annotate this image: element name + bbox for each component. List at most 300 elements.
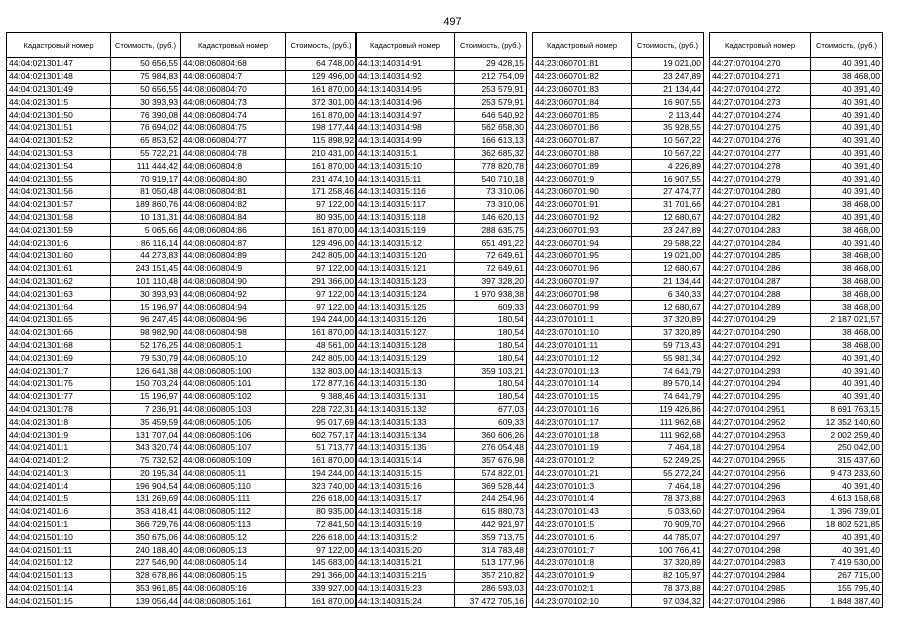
table-row — [356, 211, 527, 224]
cost-cell: 291 366,00 — [286, 569, 357, 582]
table-row — [181, 237, 357, 250]
cadastral-number-cell: 44:27:070104:293 — [710, 365, 811, 378]
cost-cell: 210 431,00 — [286, 147, 357, 160]
cost-cell: 5 033,60 — [632, 505, 704, 518]
table-row — [533, 288, 704, 301]
cost-cell: 362 685,32 — [455, 147, 527, 160]
cost-cell: 7 464,18 — [632, 480, 704, 493]
table-row — [533, 237, 704, 250]
cadastral-number-cell: 44:27:070104:282 — [710, 211, 811, 224]
cost-cell: 276 054,48 — [455, 441, 527, 454]
table-row — [7, 352, 181, 365]
cadastral-number-cell: 44:27:070104:289 — [710, 301, 811, 314]
cadastral-number-cell: 44:27:070104:275 — [710, 121, 811, 134]
table-row — [356, 544, 527, 557]
cadastral-number-cell: 44:04:021301:62 — [7, 275, 111, 288]
cadastral-number-cell: 44:04:021301:55 — [7, 173, 111, 186]
cadastral-number-cell: 44:13:140315:118 — [356, 211, 455, 224]
cost-cell: 194 244,00 — [286, 313, 357, 326]
table-row — [356, 339, 527, 352]
cadastral-number-cell: 44:13:140315:13 — [356, 365, 455, 378]
cadastral-number-cell: 44:08:060804:82 — [181, 198, 286, 211]
cost-cell: 9 388,46 — [286, 390, 357, 403]
table-row — [356, 429, 527, 442]
cadastral-number-cell: 44:04:021301:8 — [7, 416, 111, 429]
cadastral-number-cell: 44:27:070104:273 — [710, 96, 811, 109]
table-row — [356, 416, 527, 429]
table-row — [181, 96, 357, 109]
table-row — [7, 147, 181, 160]
table-row — [710, 147, 883, 160]
table-header — [181, 33, 357, 58]
cost-cell: 38 468,00 — [811, 301, 883, 314]
cadastral-number-cell: 44:04:021301:75 — [7, 377, 111, 390]
cost-cell: 38 468,00 — [811, 339, 883, 352]
cadastral-number-cell: 44:27:070104:291 — [710, 339, 811, 352]
table-row — [7, 390, 181, 403]
table-row — [533, 313, 704, 326]
cadastral-number-cell: 44:27:070104:2985 — [710, 582, 811, 595]
cadastral-number-cell: 44:04:021401:6 — [7, 505, 111, 518]
cost-cell: 30 393,93 — [111, 96, 181, 109]
table-row — [7, 595, 181, 608]
cadastral-number-cell: 44:23:060701:91 — [533, 198, 632, 211]
table-row — [7, 185, 181, 198]
cadastral-number-cell: 44:08:060804:96 — [181, 313, 286, 326]
table-row — [710, 531, 883, 544]
cost-cell: 98 982,90 — [111, 326, 181, 339]
cost-cell: 30 393,93 — [111, 288, 181, 301]
cost-cell: 35 459,59 — [111, 416, 181, 429]
cost-cell: 40 391,40 — [811, 480, 883, 493]
cadastral-number-cell: 44:08:060804:98 — [181, 326, 286, 339]
cadastral-number-cell: 44:08:060804:8 — [181, 160, 286, 173]
cost-cell: 55 272,24 — [632, 467, 704, 480]
table-row — [533, 441, 704, 454]
cost-cell: 150 703,24 — [111, 377, 181, 390]
table-row — [7, 518, 181, 531]
cost-cell: 70 919,17 — [111, 173, 181, 186]
table-row — [710, 416, 883, 429]
table-row — [356, 390, 527, 403]
cadastral-number-cell: 44:27:070104:297 — [710, 531, 811, 544]
table-row — [710, 160, 883, 173]
cadastral-number-cell: 44:27:070104:2952 — [710, 416, 811, 429]
cost-cell: 12 680,67 — [632, 301, 704, 314]
table-row — [7, 377, 181, 390]
cost-cell: 40 391,40 — [811, 96, 883, 109]
table-row — [710, 557, 883, 570]
cadastre-table-3 — [355, 32, 527, 608]
cadastral-number-cell: 44:04:021301:47 — [7, 58, 111, 71]
cost-cell: 97 122,00 — [286, 544, 357, 557]
table-row — [533, 147, 704, 160]
cost-cell: 74 641,79 — [632, 365, 704, 378]
table-row — [533, 429, 704, 442]
table-row — [7, 569, 181, 582]
cost-cell: 540 710,18 — [455, 173, 527, 186]
cadastral-number-cell: 44:27:070104:2984 — [710, 569, 811, 582]
cadastral-number-cell: 44:04:021301:48 — [7, 70, 111, 83]
cadastral-number-cell: 44:23:060701:93 — [533, 224, 632, 237]
cadastral-number-cell: 44:08:060805:100 — [181, 365, 286, 378]
cadastral-number-cell: 44:27:070104:272 — [710, 83, 811, 96]
table-row — [7, 365, 181, 378]
table-row — [533, 467, 704, 480]
header-cost: Стоимость, (руб.) — [632, 33, 704, 58]
table-row — [181, 121, 357, 134]
table-row — [710, 288, 883, 301]
table-row — [181, 109, 357, 122]
cost-cell: 778 820,78 — [455, 160, 527, 173]
cost-cell: 59 713,43 — [632, 339, 704, 352]
table-row — [181, 224, 357, 237]
cost-cell: 353 961,85 — [111, 582, 181, 595]
table-row — [181, 467, 357, 480]
table-row — [533, 377, 704, 390]
cost-cell: 10 567,22 — [632, 134, 704, 147]
cost-cell: 111 962,68 — [632, 416, 704, 429]
cadastral-number-cell: 44:13:140315:119 — [356, 224, 455, 237]
cadastral-number-cell: 44:13:140314:97 — [356, 109, 455, 122]
cost-cell: 79 530,79 — [111, 352, 181, 365]
cadastral-number-cell: 44:23:070101:2 — [533, 454, 632, 467]
cost-cell: 81 050,48 — [111, 185, 181, 198]
cost-cell: 72 841,50 — [286, 518, 357, 531]
cost-cell: 55 722,21 — [111, 147, 181, 160]
cadastral-number-cell: 44:23:070101:14 — [533, 377, 632, 390]
table-row — [181, 531, 357, 544]
cost-cell: 40 391,40 — [811, 58, 883, 71]
cost-cell: 40 391,40 — [811, 185, 883, 198]
cost-cell: 366 729,76 — [111, 518, 181, 531]
cadastral-number-cell: 44:08:060805:13 — [181, 544, 286, 557]
table-row — [533, 365, 704, 378]
cost-cell: 96 247,45 — [111, 313, 181, 326]
table-row — [7, 96, 181, 109]
table-row — [356, 160, 527, 173]
table-row — [181, 390, 357, 403]
cost-cell: 253 579,91 — [455, 83, 527, 96]
table-row — [7, 173, 181, 186]
table-row — [356, 441, 527, 454]
cost-cell: 8 691 763,15 — [811, 403, 883, 416]
cost-cell: 40 391,40 — [811, 390, 883, 403]
cost-cell: 31 701,66 — [632, 198, 704, 211]
cadastral-number-cell: 44:13:140315:16 — [356, 480, 455, 493]
cadastral-number-cell: 44:04:021301:61 — [7, 262, 111, 275]
cost-cell: 38 468,00 — [811, 262, 883, 275]
cadastral-number-cell: 44:23:070101:1 — [533, 313, 632, 326]
table-row — [181, 365, 357, 378]
cadastral-number-cell: 44:13:140314:92 — [356, 70, 455, 83]
cadastral-number-cell: 44:27:070104:29 — [710, 313, 811, 326]
cost-cell: 161 870,00 — [286, 454, 357, 467]
cadastral-number-cell: 44:08:060805:112 — [181, 505, 286, 518]
table-header — [533, 33, 704, 58]
table-row — [356, 70, 527, 83]
cost-cell: 139 056,44 — [111, 595, 181, 608]
cadastral-number-cell: 44:04:021301:69 — [7, 352, 111, 365]
cadastral-number-cell: 44:27:070104:2951 — [710, 403, 811, 416]
header-cost: Стоимость, (руб.) — [811, 33, 883, 58]
cadastral-number-cell: 44:23:070101:11 — [533, 339, 632, 352]
cadastral-number-cell: 44:13:140315:117 — [356, 198, 455, 211]
cost-cell: 9 473 233,60 — [811, 467, 883, 480]
cadastral-number-cell: 44:27:070104:288 — [710, 288, 811, 301]
cadastral-number-cell: 44:13:140315:1 — [356, 147, 455, 160]
table-row — [356, 531, 527, 544]
cost-cell: 677,03 — [455, 403, 527, 416]
table-row — [181, 173, 357, 186]
cost-cell: 131 707,04 — [111, 429, 181, 442]
table-row — [710, 70, 883, 83]
cost-cell: 50 656,55 — [111, 83, 181, 96]
table-row — [533, 352, 704, 365]
cost-cell: 38 468,00 — [811, 70, 883, 83]
table-row — [7, 403, 181, 416]
cost-cell: 72 649,61 — [455, 249, 527, 262]
cost-cell: 180,54 — [455, 313, 527, 326]
cost-cell: 12 352 140,60 — [811, 416, 883, 429]
cadastral-number-cell: 44:13:140315:2 — [356, 531, 455, 544]
cost-cell: 48 561,00 — [286, 339, 357, 352]
cost-cell: 44 785,07 — [632, 531, 704, 544]
table-row — [710, 237, 883, 250]
cost-cell: 37 320,89 — [632, 557, 704, 570]
table-row — [356, 326, 527, 339]
cost-cell: 44 273,83 — [111, 249, 181, 262]
header-cost: Стоимость, (руб.) — [286, 33, 357, 58]
cadastral-number-cell: 44:04:021301:9 — [7, 429, 111, 442]
cost-cell: 40 391,40 — [811, 211, 883, 224]
table-row — [356, 249, 527, 262]
cadastral-number-cell: 44:13:140315:135 — [356, 441, 455, 454]
cost-cell: 21 134,44 — [632, 275, 704, 288]
cadastral-number-cell: 44:04:021301:51 — [7, 121, 111, 134]
cost-cell: 242 805,00 — [286, 352, 357, 365]
cadastral-number-cell: 44:23:060701:94 — [533, 237, 632, 250]
cadastral-number-cell: 44:23:060701:85 — [533, 109, 632, 122]
table-row — [533, 326, 704, 339]
cost-cell: 19 021,00 — [632, 58, 704, 71]
cadastral-number-cell: 44:04:021301:6 — [7, 237, 111, 250]
cadastral-number-cell: 44:04:021401:5 — [7, 493, 111, 506]
table-row — [7, 480, 181, 493]
cost-cell: 78 373,88 — [632, 582, 704, 595]
table-row — [7, 211, 181, 224]
table-row — [710, 467, 883, 480]
cadastral-number-cell: 44:04:021301:58 — [7, 211, 111, 224]
cost-cell: 609,33 — [455, 416, 527, 429]
cadastral-number-cell: 44:04:021301:65 — [7, 313, 111, 326]
cost-cell: 369 528,44 — [455, 480, 527, 493]
cadastral-number-cell: 44:04:021501:15 — [7, 595, 111, 608]
cost-cell: 442 921,97 — [455, 518, 527, 531]
cadastral-number-cell: 44:08:060805:101 — [181, 377, 286, 390]
table-row — [710, 390, 883, 403]
cadastral-number-cell: 44:23:070101:19 — [533, 441, 632, 454]
cost-cell: 101 110,48 — [111, 275, 181, 288]
cadastral-number-cell: 44:08:060805:14 — [181, 557, 286, 570]
cost-cell: 226 618,00 — [286, 493, 357, 506]
table-row — [710, 301, 883, 314]
cost-cell: 19 021,00 — [632, 249, 704, 262]
table-row — [356, 480, 527, 493]
table-row — [533, 173, 704, 186]
cadastral-number-cell: 44:13:140315:129 — [356, 352, 455, 365]
cadastral-number-cell: 44:23:060701:88 — [533, 147, 632, 160]
cadastral-number-cell: 44:13:140315:18 — [356, 505, 455, 518]
cadastral-number-cell: 44:13:140315:21 — [356, 557, 455, 570]
table-row — [181, 249, 357, 262]
cadastral-number-cell: 44:04:021301:64 — [7, 301, 111, 314]
cadastral-number-cell: 44:04:021301:66 — [7, 326, 111, 339]
cadastral-number-cell: 44:27:070104:2955 — [710, 454, 811, 467]
cost-cell: 339 927,00 — [286, 582, 357, 595]
header-cadastral-number: Кадастровый номер — [7, 33, 111, 58]
cost-cell: 198 177,44 — [286, 121, 357, 134]
cost-cell: 146 620,13 — [455, 211, 527, 224]
cadastral-number-cell: 44:23:070101:10 — [533, 326, 632, 339]
cadastral-number-cell: 44:27:070104:274 — [710, 109, 811, 122]
cadastral-number-cell: 44:13:140315:126 — [356, 313, 455, 326]
cadastral-number-cell: 44:23:060701:97 — [533, 275, 632, 288]
cadastral-number-cell: 44:13:140315:120 — [356, 249, 455, 262]
cost-cell: 76 390,08 — [111, 109, 181, 122]
table-row — [7, 531, 181, 544]
table-row — [181, 493, 357, 506]
cost-cell: 97 122,00 — [286, 262, 357, 275]
table-row — [7, 83, 181, 96]
cadastral-number-cell: 44:23:070101:43 — [533, 505, 632, 518]
table-row — [533, 160, 704, 173]
cadastral-number-cell: 44:04:021501:1 — [7, 518, 111, 531]
table-row — [533, 185, 704, 198]
cost-cell: 75 732,52 — [111, 454, 181, 467]
cadastral-number-cell: 44:27:070104:280 — [710, 185, 811, 198]
cadastral-number-cell: 44:13:140315:133 — [356, 416, 455, 429]
cost-cell: 651 491,22 — [455, 237, 527, 250]
table-row — [7, 313, 181, 326]
table-row — [356, 58, 527, 71]
cadastral-number-cell: 44:04:021301:50 — [7, 109, 111, 122]
cadastral-number-cell: 44:23:070101:7 — [533, 544, 632, 557]
table-row — [356, 505, 527, 518]
cost-cell: 115 898,92 — [286, 134, 357, 147]
table-row — [181, 262, 357, 275]
cost-cell: 166 613,13 — [455, 134, 527, 147]
cost-cell: 86 116,14 — [111, 237, 181, 250]
table-row — [533, 121, 704, 134]
cadastral-number-cell: 44:23:070101:17 — [533, 416, 632, 429]
table-row — [710, 582, 883, 595]
cadastral-number-cell: 44:27:070104:278 — [710, 160, 811, 173]
cost-cell: 243 151,45 — [111, 262, 181, 275]
table-row — [7, 224, 181, 237]
cost-cell: 38 468,00 — [811, 224, 883, 237]
cost-cell: 111 962,68 — [632, 429, 704, 442]
cost-cell: 189 860,76 — [111, 198, 181, 211]
cost-cell: 7 236,91 — [111, 403, 181, 416]
cadastral-number-cell: 44:08:060804:9 — [181, 262, 286, 275]
cost-cell: 286 593,03 — [455, 582, 527, 595]
table-row — [710, 569, 883, 582]
cadastral-number-cell: 44:27:070104:2986 — [710, 595, 811, 608]
table-row — [356, 109, 527, 122]
cost-cell: 161 870,00 — [286, 326, 357, 339]
table-row — [533, 505, 704, 518]
cadastral-number-cell: 44:23:070101:3 — [533, 480, 632, 493]
cadastral-number-cell: 44:08:060804:86 — [181, 224, 286, 237]
table-row — [181, 83, 357, 96]
cadastral-number-cell: 44:27:070104:281 — [710, 198, 811, 211]
cost-cell: 161 870,00 — [286, 83, 357, 96]
table-row — [181, 58, 357, 71]
table-row — [533, 582, 704, 595]
cadastral-number-cell: 44:13:140315:134 — [356, 429, 455, 442]
cadastral-number-cell: 44:13:140315:11 — [356, 173, 455, 186]
cost-cell: 40 391,40 — [811, 237, 883, 250]
cost-cell: 350 675,06 — [111, 531, 181, 544]
table-row — [710, 493, 883, 506]
cadastral-number-cell: 44:08:060804:89 — [181, 249, 286, 262]
table-row — [533, 70, 704, 83]
table-row — [181, 557, 357, 570]
cost-cell: 372 301,00 — [286, 96, 357, 109]
table-row — [710, 173, 883, 186]
header-cadastral-number: Кадастровый номер — [710, 33, 811, 58]
cost-cell: 196 904,54 — [111, 480, 181, 493]
cadastral-number-cell: 44:23:070101:13 — [533, 365, 632, 378]
cost-cell: 574 822,01 — [455, 467, 527, 480]
cadastral-number-cell: 44:08:060804:81 — [181, 185, 286, 198]
table-row — [7, 288, 181, 301]
cadastral-number-cell: 44:27:070104:286 — [710, 262, 811, 275]
cost-cell: 562 658,30 — [455, 121, 527, 134]
table-row — [710, 211, 883, 224]
table-row — [533, 595, 704, 608]
cadastral-number-cell: 44:23:060701:81 — [533, 58, 632, 71]
cadastral-number-cell: 44:13:140315:128 — [356, 339, 455, 352]
cadastral-number-cell: 44:04:021401:2 — [7, 454, 111, 467]
table-row — [356, 493, 527, 506]
cadastral-number-cell: 44:23:060701:89 — [533, 160, 632, 173]
cadastral-number-cell: 44:27:070104:271 — [710, 70, 811, 83]
cadastral-number-cell: 44:13:140315:14 — [356, 454, 455, 467]
cadastral-number-cell: 44:27:070104:285 — [710, 249, 811, 262]
cost-cell: 240 188,40 — [111, 544, 181, 557]
cost-cell: 161 870,00 — [286, 224, 357, 237]
table-row — [181, 70, 357, 83]
cost-cell: 228 722,31 — [286, 403, 357, 416]
cadastral-number-cell: 44:08:060804:77 — [181, 134, 286, 147]
cadastral-number-cell: 44:08:060804:90 — [181, 275, 286, 288]
table-row — [356, 557, 527, 570]
cadastral-number-cell: 44:27:070104:2956 — [710, 467, 811, 480]
cadastral-number-cell: 44:08:060805:107 — [181, 441, 286, 454]
cadastral-number-cell: 44:04:021501:14 — [7, 582, 111, 595]
cadastral-number-cell: 44:23:060701:86 — [533, 121, 632, 134]
table-row — [7, 262, 181, 275]
table-row — [710, 326, 883, 339]
cadastral-number-cell: 44:08:060805:103 — [181, 403, 286, 416]
cadastral-number-cell: 44:23:060701:92 — [533, 211, 632, 224]
cadastral-number-cell: 44:27:070104:2964 — [710, 505, 811, 518]
cadastral-number-cell: 44:04:021301:7 — [7, 365, 111, 378]
table-row — [7, 557, 181, 570]
cadastral-number-cell: 44:08:060805:161 — [181, 595, 286, 608]
